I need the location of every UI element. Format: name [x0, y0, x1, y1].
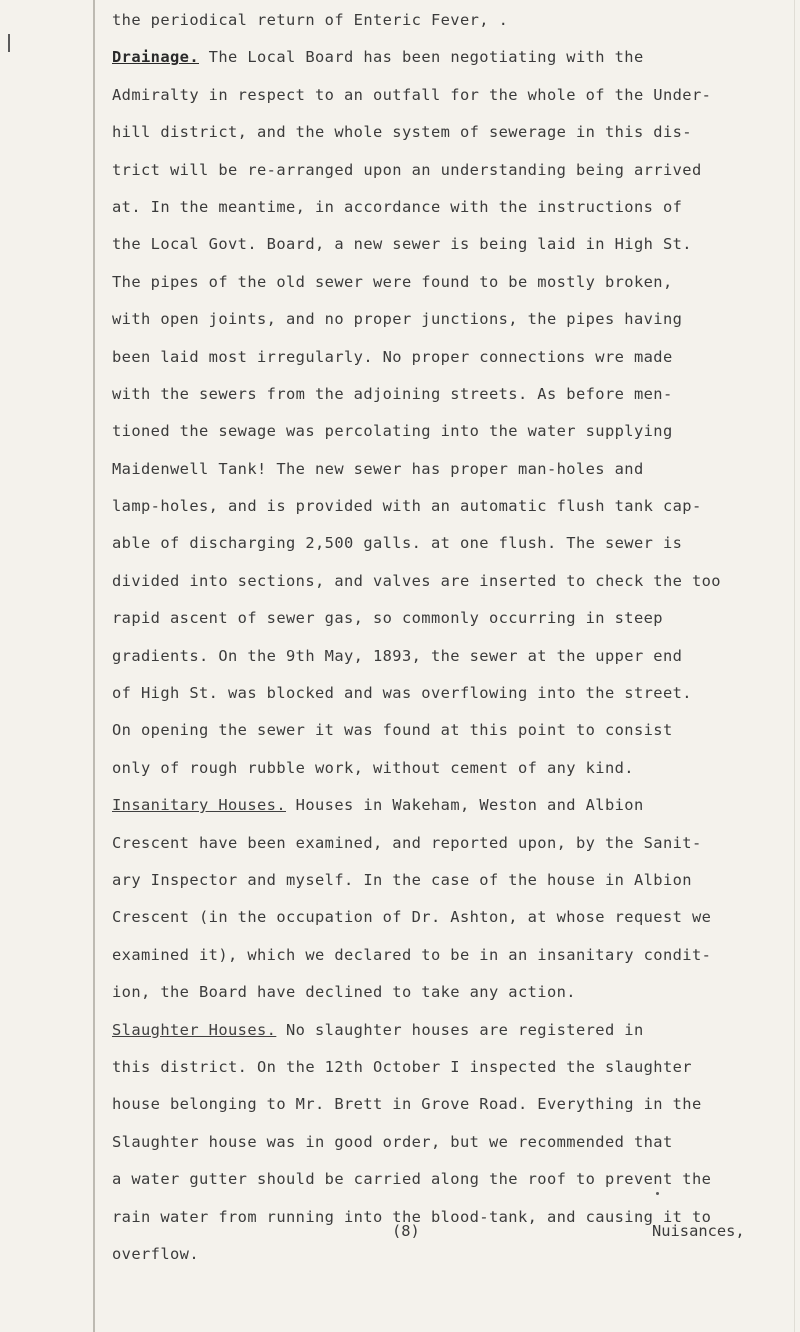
line-text: No slaughter houses are registered in: [276, 1020, 644, 1039]
line-text: this district. On the 12th October I inspected the slaughter: [112, 1057, 692, 1076]
line-text: hill district, and the whole system of sewerage in this dis-: [112, 123, 692, 142]
text-line: [112, 1012, 796, 1049]
margin-mark: [8, 34, 10, 52]
section-heading: Slaughter Houses.: [112, 1020, 277, 1039]
text-line: [112, 451, 796, 488]
text-line: [112, 750, 796, 787]
line-text: with the sewers from the adjoining streets. As before men-: [112, 384, 673, 403]
line-text: the Local Govt. Board, a new sewer is being laid in High St.: [112, 235, 692, 254]
line-text: On opening the sewer it was found at this point to consist: [112, 721, 673, 740]
text-line: [112, 413, 796, 450]
line-text: trict will be re-arranged upon an understanding being arrived: [112, 160, 702, 179]
text-line: [112, 264, 796, 301]
text-line: [112, 301, 796, 338]
line-text: Admiralty in respect to an outfall for the whole of the Under-: [112, 85, 712, 104]
text-line: [112, 1049, 796, 1086]
line-text: a water gutter should be carried along the roof to prevent the: [112, 1170, 712, 1189]
line-text: only of rough rubble work, without cement of any kind.: [112, 758, 634, 777]
page-number: (8): [392, 1222, 420, 1240]
text-line: [112, 114, 796, 151]
line-text: ary Inspector and myself. In the case of the house in Albion: [112, 870, 692, 889]
line-text: of High St. was blocked and was overflowing into the street.: [112, 684, 692, 703]
text-line: [112, 1124, 796, 1161]
text-line: [112, 563, 796, 600]
text-line: [112, 899, 796, 936]
line-text: been laid most irregularly. No proper connections wre made: [112, 347, 673, 366]
line-text: examined it), which we declared to be in an insanitary condit-: [112, 945, 712, 964]
section-heading: Drainage.: [112, 48, 199, 67]
text-line: [112, 189, 796, 226]
catchword: Nuisances,: [652, 1222, 745, 1240]
text-line: [112, 675, 796, 712]
line-text: lamp-holes, and is provided with an automatic flush tank cap-: [112, 497, 702, 516]
line-text: The Local Board has been negotiating with the: [199, 48, 644, 67]
text-line: [112, 77, 796, 114]
line-text: able of discharging 2,500 galls. at one flush. The sewer is: [112, 534, 683, 553]
text-line: [112, 1161, 796, 1198]
line-text: divided into sections, and valves are inserted to check the too: [112, 571, 721, 590]
text-line: [112, 712, 796, 749]
line-text: house belonging to Mr. Brett in Grove Road. Everything in the: [112, 1095, 702, 1114]
page-footer: [0, 1222, 800, 1252]
line-text: with open joints, and no proper junctions, the pipes having: [112, 310, 683, 329]
ink-mark: [656, 1192, 659, 1195]
text-line: [112, 339, 796, 376]
text-line: [112, 525, 796, 562]
line-text: at. In the meantime, in accordance with the instructions of: [112, 197, 683, 216]
text-line: [112, 862, 796, 899]
text-line: [112, 638, 796, 675]
text-line: [112, 825, 796, 862]
text-line: [112, 226, 796, 263]
line-text: Crescent (in the occupation of Dr. Ashton, at whose request we: [112, 908, 712, 927]
line-text: the periodical return of Enteric Fever, .: [112, 11, 509, 29]
line-text: ion, the Board have declined to take any action.: [112, 983, 576, 1002]
text-line: [112, 937, 796, 974]
text-line: [112, 376, 796, 413]
line-text: The pipes of the old sewer were found to be mostly broken,: [112, 272, 673, 291]
line-text: gradients. On the 9th May, 1893, the sewer at the upper end: [112, 646, 683, 665]
line-text: Maidenwell Tank! The new sewer has proper man-holes and: [112, 459, 644, 478]
text-line: [112, 488, 796, 525]
line-text: Slaughter house was in good order, but we recommended that: [112, 1132, 673, 1151]
text-line: [112, 2, 796, 39]
line-text: tioned the sewage was percolating into the water supplying: [112, 422, 673, 441]
line-text: Houses in Wakeham, Weston and Albion: [286, 796, 644, 815]
left-margin-rule: [93, 0, 95, 1332]
line-text: rapid ascent of sewer gas, so commonly occurring in steep: [112, 609, 663, 628]
text-line: [112, 1086, 796, 1123]
line-text: rain water from running into the blood-tank, and causing it to: [112, 1207, 712, 1226]
text-line: [112, 787, 796, 824]
line-text: overflow.: [112, 1244, 199, 1263]
line-text: Crescent have been examined, and reported upon, by the Sanit-: [112, 833, 702, 852]
text-line: [112, 152, 796, 189]
text-line: [112, 974, 796, 1011]
text-line: [112, 39, 796, 76]
body-text: [112, 2, 796, 1273]
section-heading: Insanitary Houses.: [112, 796, 286, 815]
text-line: [112, 600, 796, 637]
